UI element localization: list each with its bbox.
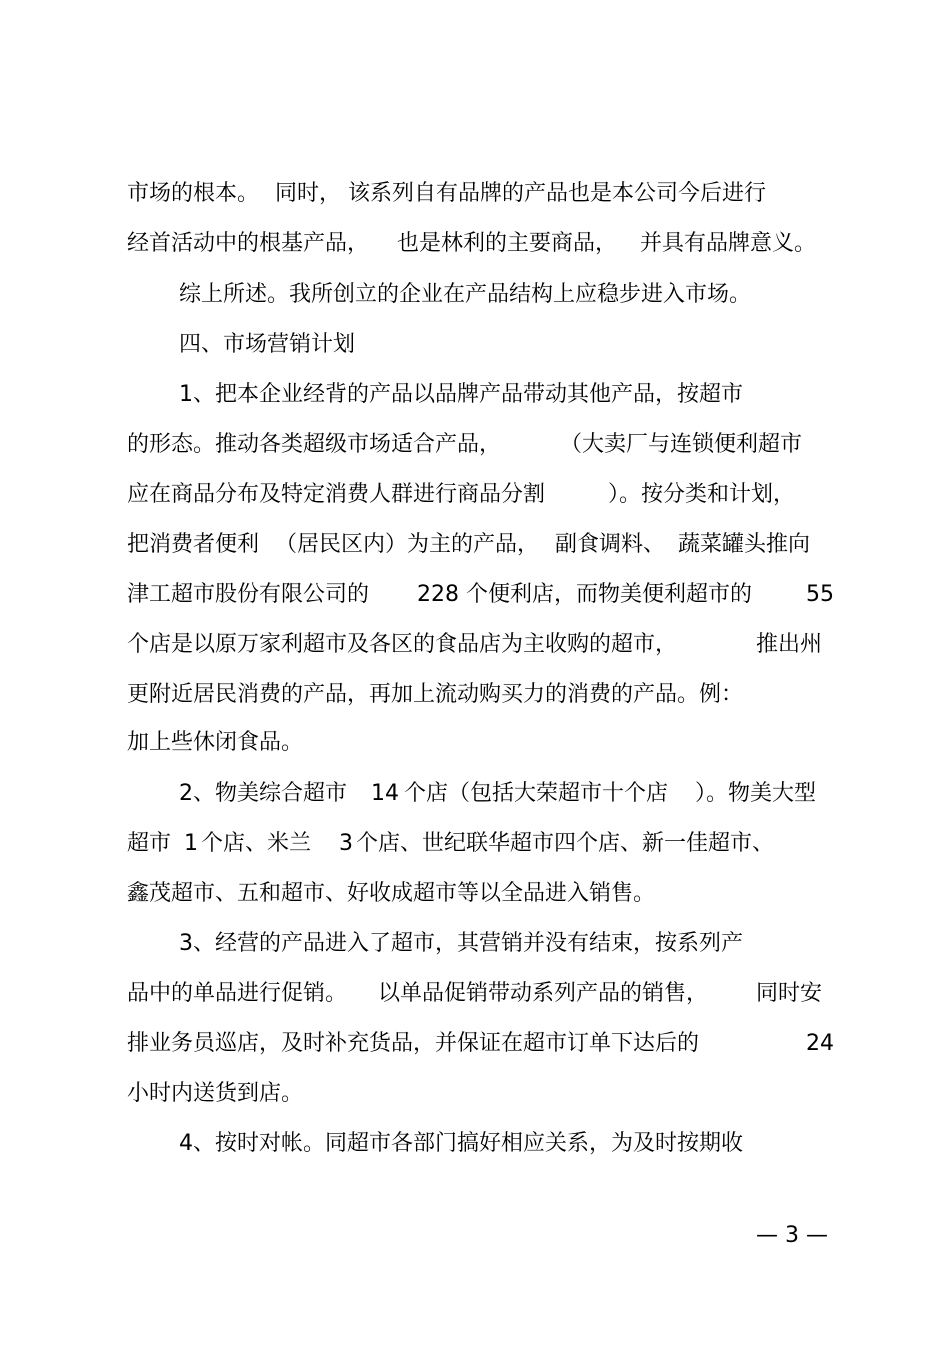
text-line [0,680,950,710]
text-segment: 综上所述。我所创立的企业在产品结构上应稳步进入市场。 [179,282,752,307]
text-segment: 的形态。推动各类超级市场适合产品， [127,432,502,457]
text-line [0,380,950,410]
text-line [0,580,950,610]
text-line [0,728,950,758]
text-segment: 14 [371,781,399,806]
text-segment: 应在商品分布及特定消费人群进行商品分割 [127,482,546,507]
text-line [0,280,950,310]
text-segment: 2、物美综合超市 [179,781,347,806]
text-segment: ）。物美大型 [695,781,817,806]
text-segment: 55 [806,582,834,607]
text-line [0,229,950,259]
text-line [0,480,950,510]
text-line [0,1029,950,1059]
text-segment: 经首活动中的根基产品， [127,231,370,256]
text-segment: 个店（包括大荣超市十个店 [404,781,669,806]
section-heading [0,330,950,360]
text-segment: 蔬菜罐头推向 [678,532,811,557]
text-segment: 更附近居民消费的产品，再加上流动购买力的消费的产品。例： [127,682,744,707]
text-segment: 4、按时对帐。同超市各部门搞好相应关系，为及时按期收 [179,1131,743,1156]
text-segment: 个便利店，而物美便利超市的 [466,582,753,607]
page-number: — 3 — [756,1223,828,1248]
text-segment: 推出州 [756,632,823,657]
text-line [0,530,950,560]
text-line [0,1129,950,1159]
text-segment: 鑫茂超市、五和超市、好收成超市等以全品进入销售。 [127,881,656,906]
text-segment: 3、经营的产品进入了超市，其营销并没有结束，按系列产 [179,931,743,956]
text-line [0,929,950,959]
text-segment: 副食调料、 [555,532,666,557]
text-segment: 个店是以原万家利超市及各区的食品店为主收购的超市， [127,632,678,657]
text-segment: 24 [806,1031,834,1056]
text-line [0,879,950,909]
text-segment: 加上些休闭食品。 [127,730,304,755]
text-line [0,630,950,660]
text-segment: 小时内送货到店。 [127,1081,304,1106]
text-segment: 排业务员巡店，及时补充货品，并保证在超市订单下达后的 [127,1031,700,1056]
text-line [0,779,950,809]
text-line [0,430,950,460]
text-segment: 津工超市股份有限公司的 [127,582,370,607]
text-segment: 同时安 [756,981,823,1006]
text-segment: 品中的单品进行促销。 [127,981,348,1006]
text-line [0,179,950,209]
text-segment: 把消费者便利 [127,532,260,557]
text-segment: 3 [339,831,353,856]
text-segment: 个店、世纪联华超市四个店、新一佳超市、 [356,831,775,856]
text-segment: 1 [184,831,198,856]
text-segment: 同时， [275,181,342,206]
text-segment: 228 [417,582,459,607]
text-segment: 也是林利的主要商品， [397,231,618,256]
text-segment: 市场的根本。 [127,181,260,206]
text-segment: 超市 [127,831,172,856]
text-segment: 该系列自有品牌的产品也是本公司今后进行 [348,181,767,206]
text-segment: 以单品促销带动系列产品的销售， [378,981,709,1006]
text-line [0,979,950,1009]
text-line [0,1079,950,1109]
text-line [0,829,950,859]
text-segment: 并具有品牌意义。 [640,231,817,256]
text-segment: ）。按分类和计划， [608,482,796,507]
text-segment: （居民区内）为主的产品， [275,532,540,557]
text-segment: 1、把本企业经背的产品以品牌产品带动其他产品，按超市 [179,382,743,407]
text-segment: 四、市场营销计划 [179,332,356,357]
text-segment: （大卖厂与连锁便利超市 [560,432,803,457]
text-segment: 个店、米兰 [201,831,312,856]
